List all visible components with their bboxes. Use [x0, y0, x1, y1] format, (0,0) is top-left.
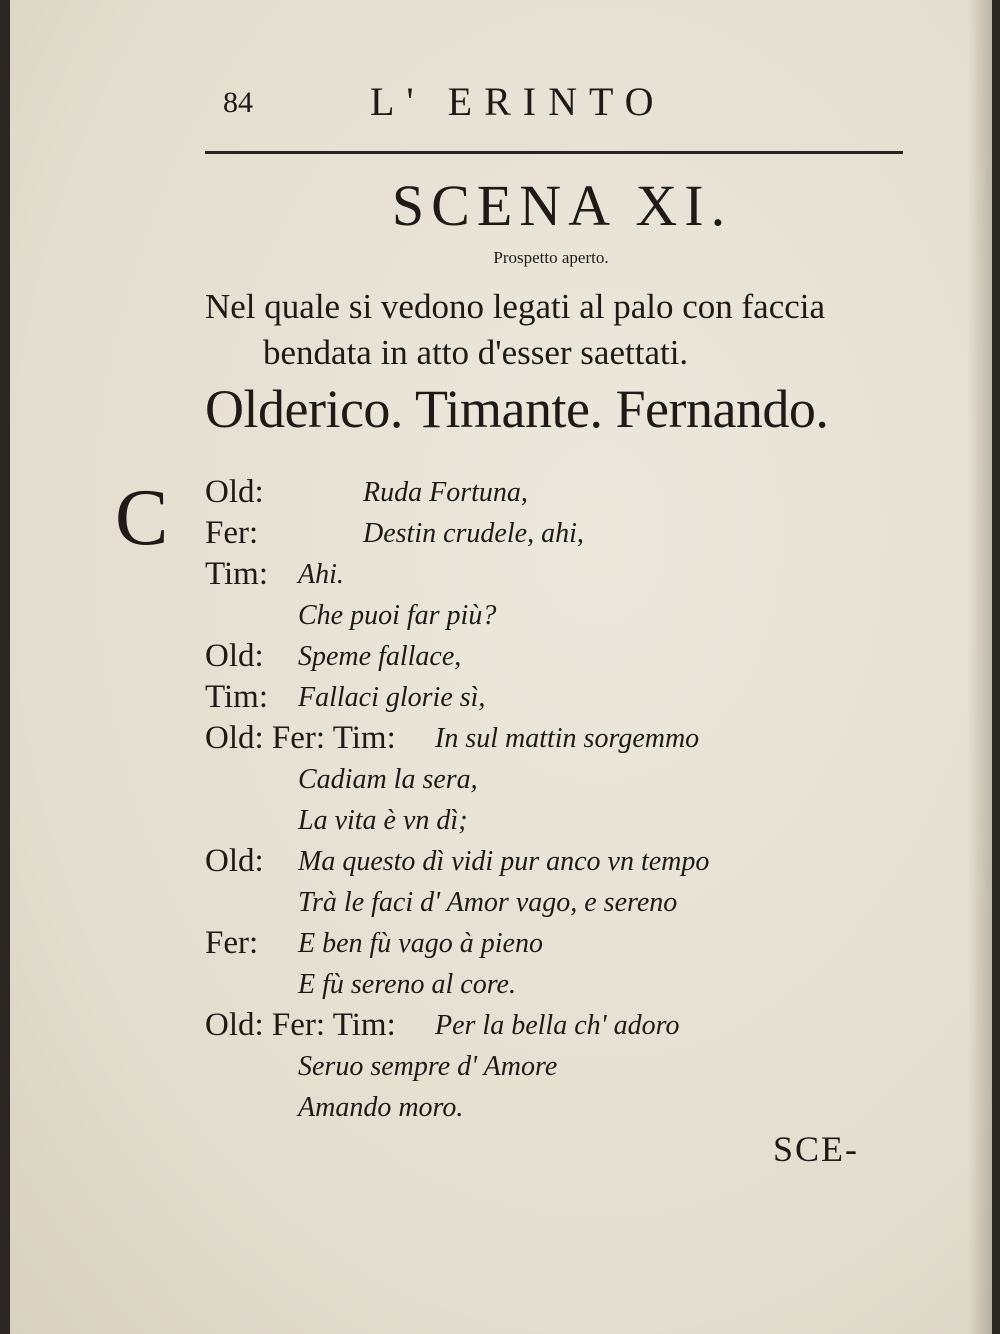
dialogue-line [205, 636, 925, 677]
speaker: Tim: [205, 556, 269, 592]
speaker: Old: [205, 474, 264, 510]
page-number: 84 [223, 86, 253, 119]
dialogue-line [205, 923, 925, 964]
verse: E fù sereno al core. [298, 969, 516, 1000]
speaker: Tim: [205, 679, 269, 715]
verse: Amando moro. [298, 1092, 464, 1123]
verse: Ruda Fortuna, [363, 477, 528, 508]
book-page [10, 0, 992, 1334]
verse: In sul mattin sorgemmo [435, 723, 700, 754]
drop-cap: C [115, 474, 169, 562]
verse: Ahi. [298, 559, 344, 590]
stage-direction [205, 284, 925, 376]
dialogue-line [205, 554, 925, 595]
verse: E ben fù vago à pieno [298, 928, 543, 959]
verse: Che puoi far più? [298, 600, 497, 631]
verse: Cadiam la sera, [298, 764, 478, 795]
dialogue-line [205, 841, 925, 882]
stage-direction-line: Nel quale si vedono legati al palo con faccia [205, 287, 826, 326]
header-rule [205, 151, 903, 154]
running-head [10, 78, 992, 128]
speaker: Old: Fer: Tim: [205, 720, 396, 756]
character-list: Olderico. Timante. Fernando. [205, 379, 829, 439]
speaker: Fer: [205, 925, 259, 961]
scene-title: SCENA XI. [391, 173, 733, 238]
dialogue-line [205, 472, 925, 513]
running-title: L' ERINTO [370, 79, 666, 124]
verse: Per la bella ch' adoro [435, 1010, 680, 1041]
verse: Ma questo dì vidi pur anco vn tempo [298, 846, 710, 877]
stage-direction-line: bendata in atto d'esser saettati. [263, 333, 689, 372]
dialogue-line [205, 1087, 925, 1128]
verse: Seruo sempre d' Amore [298, 1051, 558, 1082]
dialogue-line [205, 1046, 925, 1087]
dialogue-line [205, 759, 925, 800]
dialogue-line [205, 1005, 925, 1046]
dialogue-line [205, 595, 925, 636]
catchword: SCE- [773, 1129, 860, 1169]
dialogue [205, 472, 925, 1128]
verse: La vita è vn dì; [298, 805, 468, 836]
dialogue-line [205, 677, 925, 718]
speaker: Old: [205, 843, 264, 879]
dialogue-line [205, 882, 925, 923]
speaker: Fer: [205, 515, 259, 551]
dialogue-line [205, 718, 925, 759]
speaker: Old: [205, 638, 264, 674]
verse: Trà le faci d' Amor vago, e sereno [298, 887, 678, 918]
verse: Speme fallace, [298, 641, 462, 672]
scene-setting: Prospetto aperto. [493, 248, 609, 267]
dialogue-line [205, 513, 925, 554]
dialogue-line [205, 800, 925, 841]
speaker: Old: Fer: Tim: [205, 1007, 396, 1043]
verse: Fallaci glorie sì, [298, 682, 486, 713]
dialogue-line [205, 964, 925, 1005]
verse: Destin crudele, ahi, [363, 518, 584, 549]
